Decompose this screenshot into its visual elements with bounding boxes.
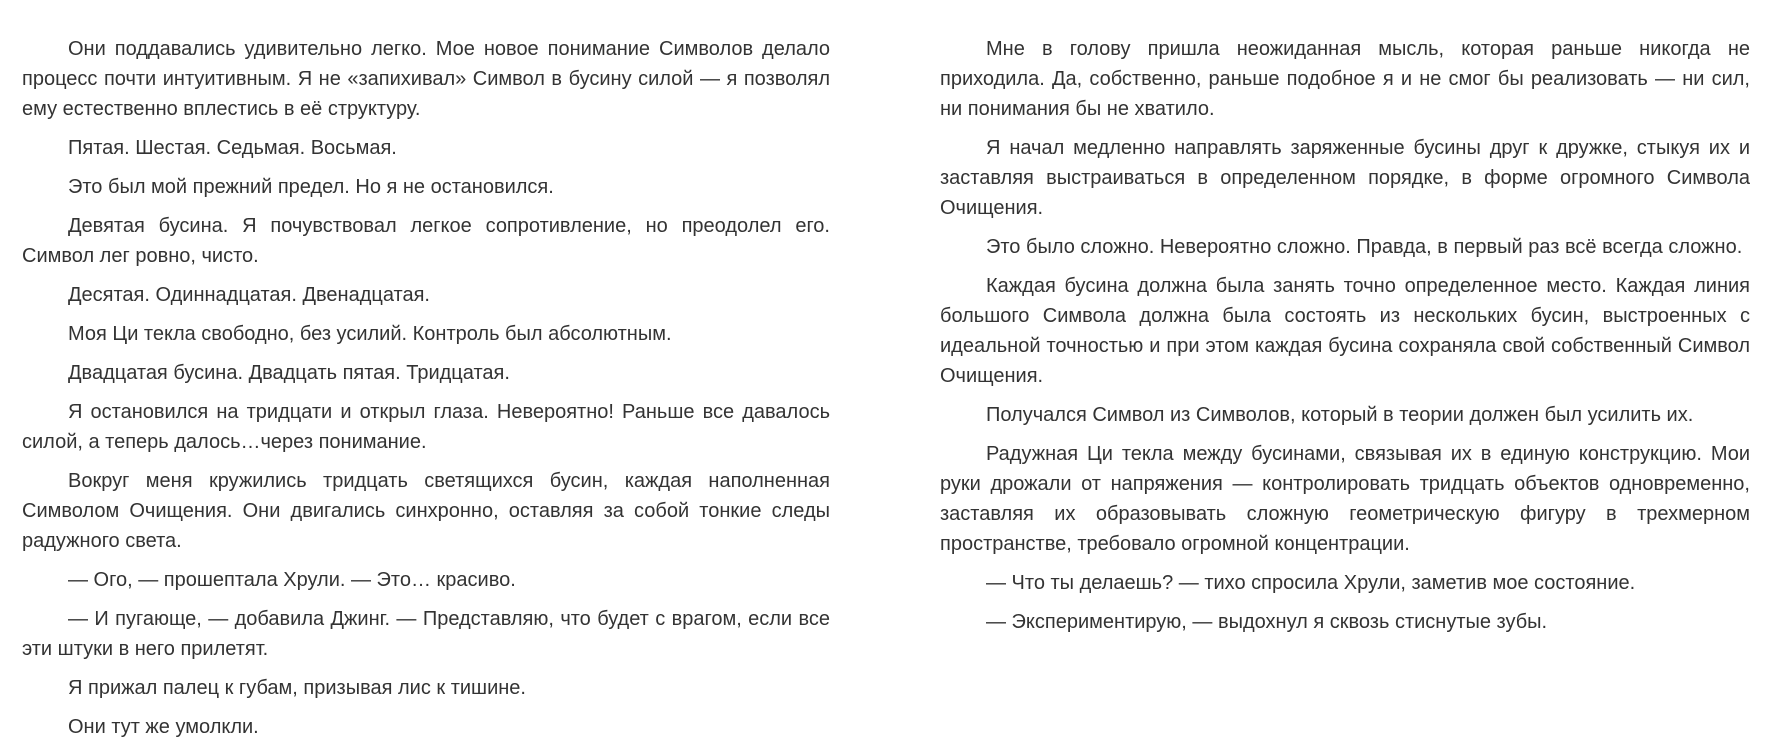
paragraph: Каждая бусина должна была занять точно определенное место. Каждая линия большого Символа должна была состоять из нескольких бусин, выстроенных с идеальной точностью и при этом каждая бусина сохраняла свой собственный Символ Очищения. bbox=[940, 275, 1750, 387]
paragraph: — Ого, — прошептала Хрули. — Это… красиво. bbox=[68, 569, 516, 591]
paragraph: Они поддавались удивительно легко. Мое новое понимание Символов делало процесс почти интуитивным. Я не «запихивал» Символ в бусину силой — я позволял ему естественно вплестись в её структуру. bbox=[22, 38, 830, 120]
paragraph: Десятая. Одиннадцатая. Двенадцатая. bbox=[68, 284, 430, 306]
right-text-column bbox=[940, 34, 1750, 646]
paragraph: Они тут же умолкли. bbox=[68, 716, 259, 738]
left-text-column bbox=[22, 34, 830, 751]
paragraph: Это было сложно. Невероятно сложно. Правда, в первый раз всё всегда сложно. bbox=[986, 236, 1743, 258]
paragraph: Я остановился на тридцати и открыл глаза. Невероятно! Раньше все давалось силой, а теперь далось…через понимание. bbox=[22, 401, 830, 453]
paragraph: Мне в голову пришла неожиданная мысль, которая раньше никогда не приходила. Да, собственно, раньше подобное я и не смог бы реализовать — ни сил, ни понимания бы не хватило. bbox=[940, 38, 1750, 120]
paragraph: Я начал медленно направлять заряженные бусины друг к дружке, стыкуя их и заставляя выстраиваться в определенном порядке, в форме огромного Символа Очищения. bbox=[940, 137, 1750, 219]
paragraph: — Экспериментирую, — выдохнул я сквозь стиснутые зубы. bbox=[986, 611, 1548, 633]
paragraph: Вокруг меня кружились тридцать светящихся бусин, каждая наполненная Символом Очищения. Они двигались синхронно, оставляя за собой тонкие следы радужного света. bbox=[22, 470, 830, 552]
paragraph: Я прижал палец к губам, призывая лис к тишине. bbox=[68, 677, 526, 699]
paragraph: — И пугающе, — добавила Джинг. — Представляю, что будет с врагом, если все эти штуки в него прилетят. bbox=[22, 608, 830, 660]
paragraph: Моя Ци текла свободно, без усилий. Контроль был абсолютным. bbox=[68, 323, 672, 345]
paragraph: Девятая бусина. Я почувствовал легкое сопротивление, но преодолел его. Символ лег ровно, чисто. bbox=[22, 215, 830, 267]
paragraph: Получался Символ из Символов, который в теории должен был усилить их. bbox=[986, 404, 1694, 426]
paragraph: Пятая. Шестая. Седьмая. Восьмая. bbox=[68, 137, 397, 159]
paragraph: — Что ты делаешь? — тихо спросила Хрули, заметив мое состояние. bbox=[986, 572, 1636, 594]
paragraph: Радужная Ци текла между бусинами, связывая их в единую конструкцию. Мои руки дрожали от напряжения — контролировать тридцать объектов одновременно, заставляя их образовывать сложную геометрическую фигуру в трехмерном пространстве, требовало огромной концентрации. bbox=[940, 443, 1750, 555]
paragraph: Это был мой прежний предел. Но я не остановился. bbox=[68, 176, 554, 198]
paragraph: Двадцатая бусина. Двадцать пятая. Тридцатая. bbox=[68, 362, 510, 384]
